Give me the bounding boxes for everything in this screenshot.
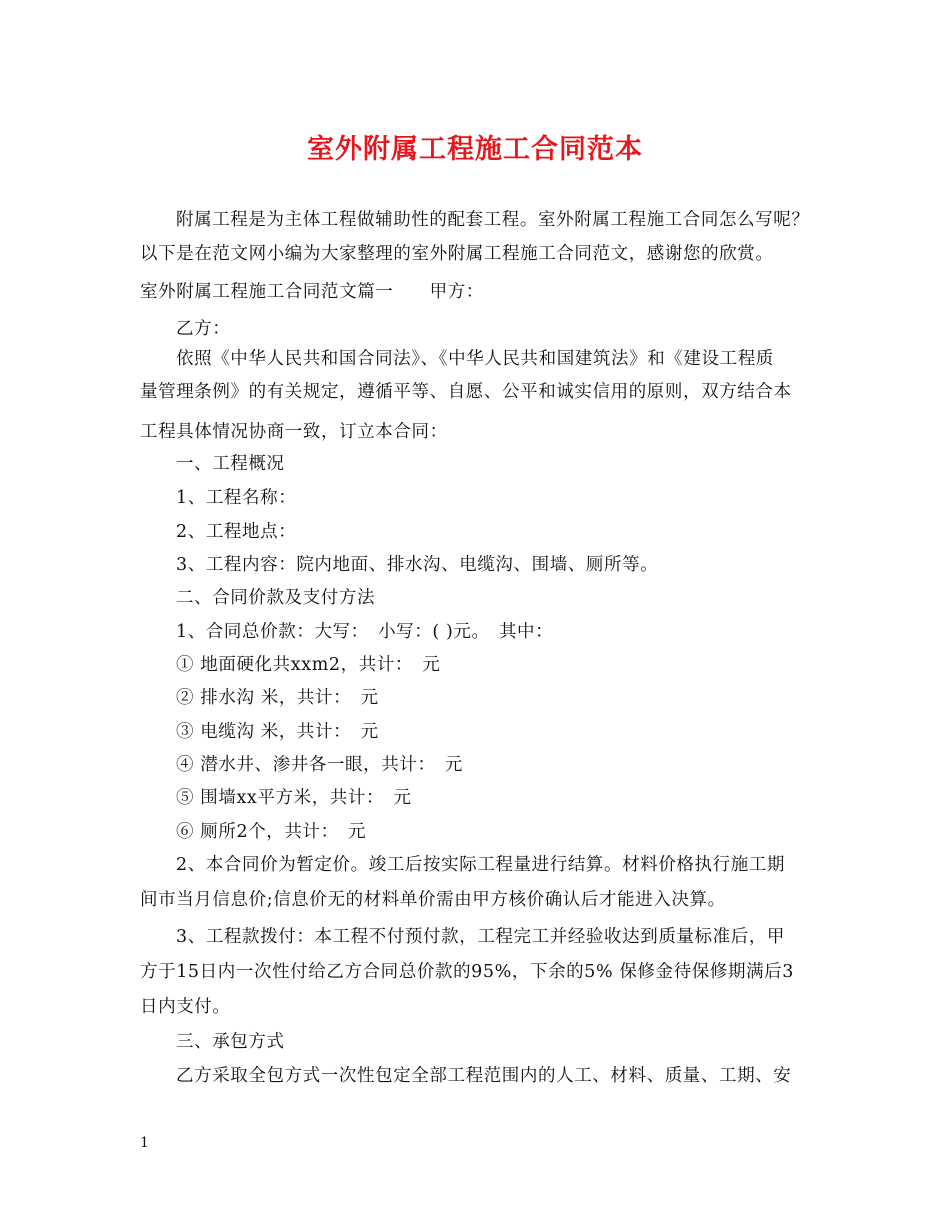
section-heading: 三、承包方式 bbox=[176, 1032, 285, 1052]
document-title: 室外附属工程施工合同范本 bbox=[307, 134, 643, 165]
paragraph-line: 1、合同总价款：大写： 小写：( )元。 其中： bbox=[176, 622, 554, 642]
paragraph-line: 工程具体情况协商一致，订立本合同： bbox=[140, 422, 448, 442]
paragraph-line: 以下是在范文网小编为大家整理的室外附属工程施工合同范文，感谢您的欣赏。 bbox=[140, 244, 774, 264]
list-item: ② 排水沟 米，共计： 元 bbox=[176, 688, 379, 708]
list-item: ④ 潜水井、渗井各一眼，共计： 元 bbox=[176, 755, 464, 775]
paragraph-line: 量管理条例》的有关规定，遵循平等、自愿、公平和诚实信用的原则，双方结合本 bbox=[140, 382, 792, 402]
list-item: ⑥ 厕所2个，共计： 元 bbox=[176, 822, 367, 842]
paragraph-line: 乙方： bbox=[176, 319, 231, 339]
list-item: ③ 电缆沟 米，共计： 元 bbox=[176, 722, 379, 742]
section-heading: 二、合同价款及支付方法 bbox=[176, 588, 376, 608]
paragraph-line: 间市当月信息价;信息价无的材料单价需由甲方核价确认后才能进入决算。 bbox=[140, 890, 726, 910]
paragraph-line: 附属工程是为主体工程做辅助性的配套工程。室外附属工程施工合同怎么写呢？ bbox=[176, 210, 810, 230]
paragraph-line: 室外附属工程施工合同范文篇一 甲方： bbox=[140, 282, 484, 302]
paragraph-line: 1、工程名称： bbox=[176, 488, 297, 508]
section-heading: 一、工程概况 bbox=[176, 454, 285, 474]
paragraph-line: 乙方采取全包方式一次性包定全部工程范围内的人工、材料、质量、工期、安 bbox=[176, 1066, 792, 1086]
page-number: 1 bbox=[140, 1135, 149, 1151]
paragraph-line: 3、工程内容：院内地面、排水沟、电缆沟、围墙、厕所等。 bbox=[176, 555, 659, 575]
paragraph-line: 日内支付。 bbox=[140, 997, 231, 1017]
paragraph-line: 方于15日内一次性付给乙方合同总价款的95%，下余的5% 保修金待保修期满后3 bbox=[140, 962, 795, 982]
paragraph-line: 依照《中华人民共和国合同法》、《中华人民共和国建筑法》和《建设工程质 bbox=[176, 349, 774, 369]
paragraph-line: 3、工程款拨付：本工程不付预付款，工程完工并经验收达到质量标准后，甲 bbox=[176, 927, 786, 947]
paragraph-line: 2、工程地点： bbox=[176, 522, 297, 542]
list-item: ① 地面硬化共xxm2，共计： 元 bbox=[176, 655, 441, 675]
list-item: ⑤ 围墙xx平方米，共计： 元 bbox=[176, 788, 412, 808]
paragraph-line: 2、本合同价为暂定价。竣工后按实际工程量进行结算。材料价格执行施工期 bbox=[176, 855, 786, 875]
